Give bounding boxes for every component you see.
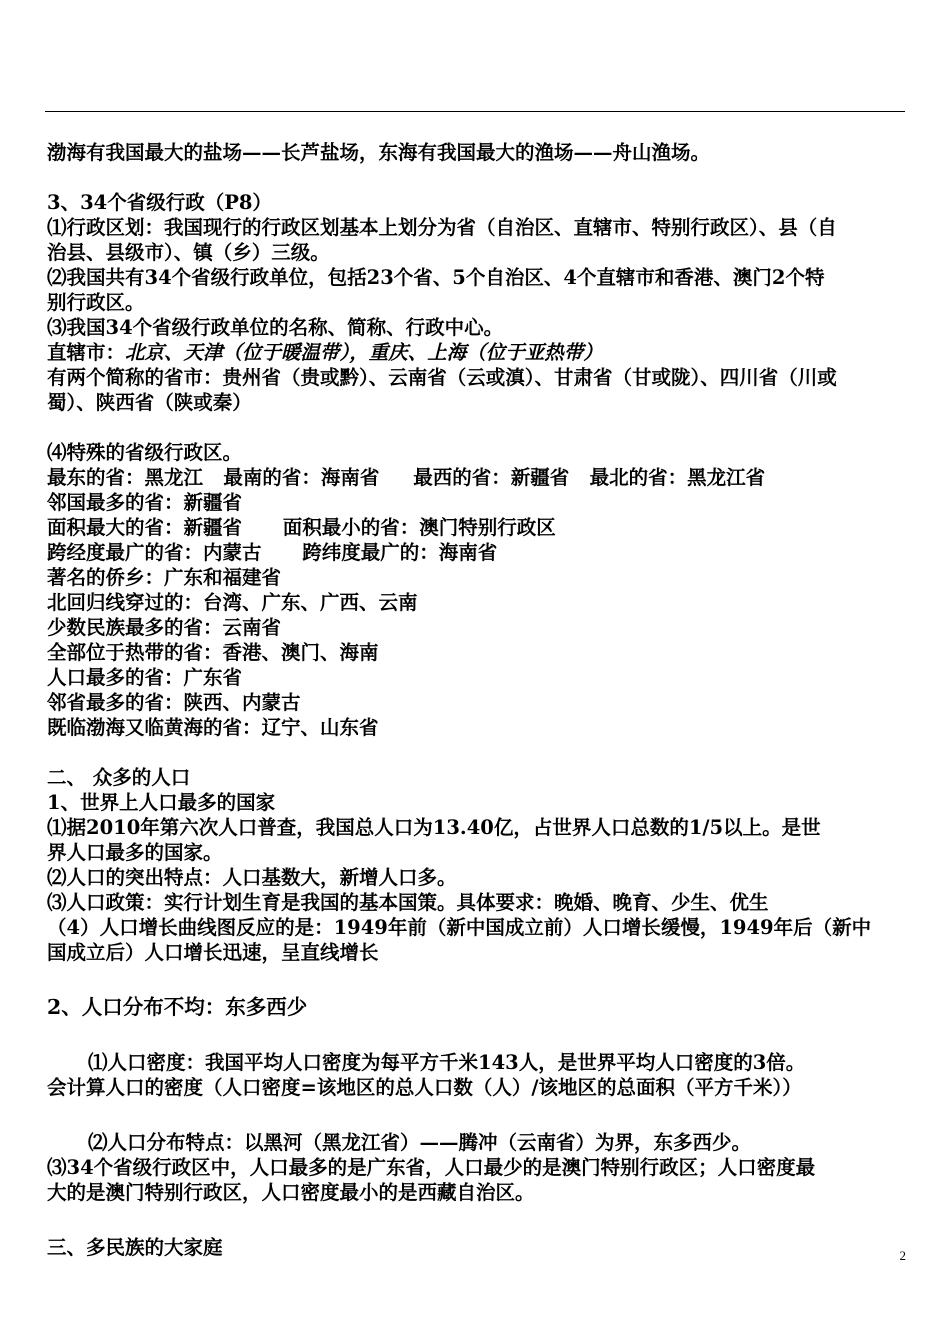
section-heading: 二、 众多的人口 bbox=[47, 766, 191, 789]
text-line bbox=[47, 340, 907, 365]
subsection-heading: 2、人口分布不均：东多西少 bbox=[47, 995, 308, 1019]
text-line: 既临渤海又临黄海的省：辽宁、山东省 bbox=[47, 716, 379, 739]
text-line: 有两个简称的省市：贵州省（贵或黔）、云南省（云或滇）、甘肃省（甘或陇）、四川省（川或 bbox=[47, 366, 837, 389]
municipalities-list: 北京、天津（位于暖温带），重庆、上海（位于亚热带） bbox=[125, 341, 603, 364]
text-line: 面积最大的省：新疆省 面积最小的省：澳门特别行政区 bbox=[47, 516, 556, 539]
text-line: 治县、县级市）、镇（乡）三级。 bbox=[47, 241, 330, 264]
section-heading: 3、34个省级行政（P8） bbox=[47, 191, 272, 214]
text-line: 北回归线穿过的：台湾、广东、广西、云南 bbox=[47, 591, 418, 614]
text-line: （4）人口增长曲线图反应的是：1949年前（新中国成立前）人口增长缓慢，1949年后（新中 bbox=[47, 916, 872, 939]
text-line: 邻国最多的省：新疆省 bbox=[47, 491, 243, 514]
text-line: 别行政区。 bbox=[47, 291, 145, 314]
text-line: 最东的省：黑龙江 最南的省：海南省 最西的省：新疆省 最北的省：黑龙江省 bbox=[47, 466, 766, 489]
text-line: ⑶我国34个省级行政单位的名称、简称、行政中心。 bbox=[47, 316, 504, 339]
text-line: 全部位于热带的省：香港、澳门、海南 bbox=[47, 641, 379, 664]
page-number: 2 bbox=[899, 1248, 906, 1263]
text-line: 界人口最多的国家。 bbox=[47, 841, 223, 864]
text-line: 人口最多的省：广东省 bbox=[47, 666, 243, 689]
text-line: ⑷特殊的省级行政区。 bbox=[47, 441, 243, 464]
text-line: 蜀）、陕西省（陕或秦） bbox=[47, 391, 252, 414]
header-rule bbox=[45, 111, 905, 112]
text-line: ⑵人口分布特点：以黑河（黑龙江省）——腾冲（云南省）为界，东多西少。 bbox=[88, 1131, 752, 1154]
text-line: 少数民族最多的省：云南省 bbox=[47, 616, 282, 639]
text-line: 大的是澳门特别行政区，人口密度最小的是西藏自治区。 bbox=[47, 1181, 535, 1204]
subsection-heading: 1、世界上人口最多的国家 bbox=[47, 791, 276, 814]
text-line: 会计算人口的密度（人口密度=该地区的总人口数（人）/该地区的总面积（平方千米）） bbox=[47, 1076, 802, 1099]
document-body bbox=[47, 140, 907, 1260]
text-line: ⑵人口的突出特点：人口基数大，新增人口多。 bbox=[47, 866, 457, 889]
text-line: 跨经度最广的省：内蒙古 跨纬度最广的：海南省 bbox=[47, 541, 498, 564]
section-heading: 三、多民族的大家庭 bbox=[47, 1236, 223, 1259]
text-line: 国成立后）人口增长迅速，呈直线增长 bbox=[47, 941, 379, 964]
text-line: ⑶34个省级行政区中，人口最多的是广东省，人口最少的是澳门特别行政区；人口密度最 bbox=[47, 1156, 816, 1179]
text-line: ⑴据2010年第六次人口普查，我国总人口为13.40亿，占世界人口总数的1/5以上。是世 bbox=[47, 816, 821, 839]
text-line: 著名的侨乡：广东和福建省 bbox=[47, 566, 282, 589]
text-line: 邻省最多的省：陕西、内蒙古 bbox=[47, 691, 301, 714]
text-line: ⑵我国共有34个省级行政单位，包括23个省、5个自治区、4个直辖市和香港、澳门2个特 bbox=[47, 266, 825, 289]
text-line: 渤海有我国最大的盐场——长芦盐场，东海有我国最大的渔场——舟山渔场。 bbox=[47, 141, 711, 164]
label-municipalities: 直辖市： bbox=[47, 341, 126, 364]
text-line: ⑶人口政策：实行计划生育是我国的基本国策。具体要求：晚婚、晚育、少生、优生 bbox=[47, 891, 769, 914]
text-line: ⑴行政区划：我国现行的行政区划基本上划分为省（自治区、直辖市、特别行政区）、县（自 bbox=[47, 216, 837, 239]
text-line: ⑴人口密度：我国平均人口密度为每平方千米143人，是世界平均人口密度的3倍。 bbox=[88, 1051, 806, 1074]
